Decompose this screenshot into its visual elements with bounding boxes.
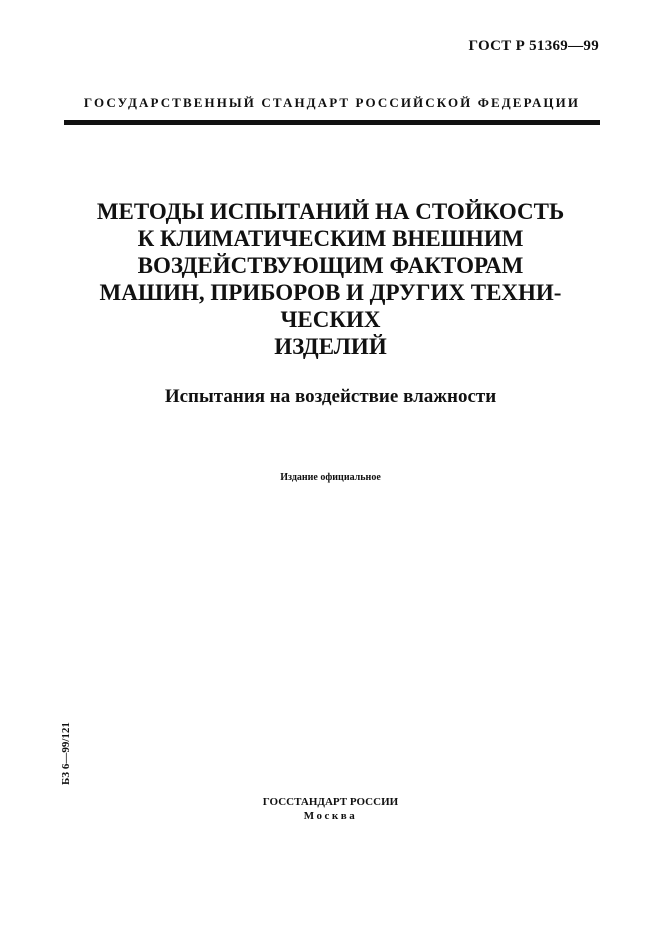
document-subtitle: Испытания на воздействие влажности: [164, 386, 497, 407]
edition-note: Издание официальное: [280, 472, 381, 483]
document-code: ГОСТ Р 51369—99: [468, 38, 599, 54]
title-line: ВОЗДЕЙСТВУЮЩИМ ФАКТОРАМ: [137, 253, 524, 278]
title-line: МЕТОДЫ ИСПЫТАНИЙ НА СТОЙКОСТЬ: [96, 199, 565, 224]
publisher-city: Москва: [303, 810, 358, 822]
title-line: МАШИН, ПРИБОРОВ И ДРУГИХ ТЕХНИ-: [99, 280, 562, 305]
title-line: ЧЕСКИХ: [280, 307, 381, 332]
side-catalog-code: БЗ 6—99/121: [60, 722, 72, 785]
document-title: [40, 198, 621, 360]
header-divider: [64, 120, 600, 125]
publisher-name: ГОССТАНДАРТ РОССИИ: [262, 796, 399, 808]
state-standard-heading: ГОСУДАРСТВЕННЫЙ СТАНДАРТ РОССИЙСКОЙ ФЕДЕРАЦИИ: [83, 95, 581, 110]
title-line: К КЛИМАТИЧЕСКИМ ВНЕШНИМ: [137, 226, 524, 251]
title-line: ИЗДЕЛИЙ: [274, 334, 387, 359]
